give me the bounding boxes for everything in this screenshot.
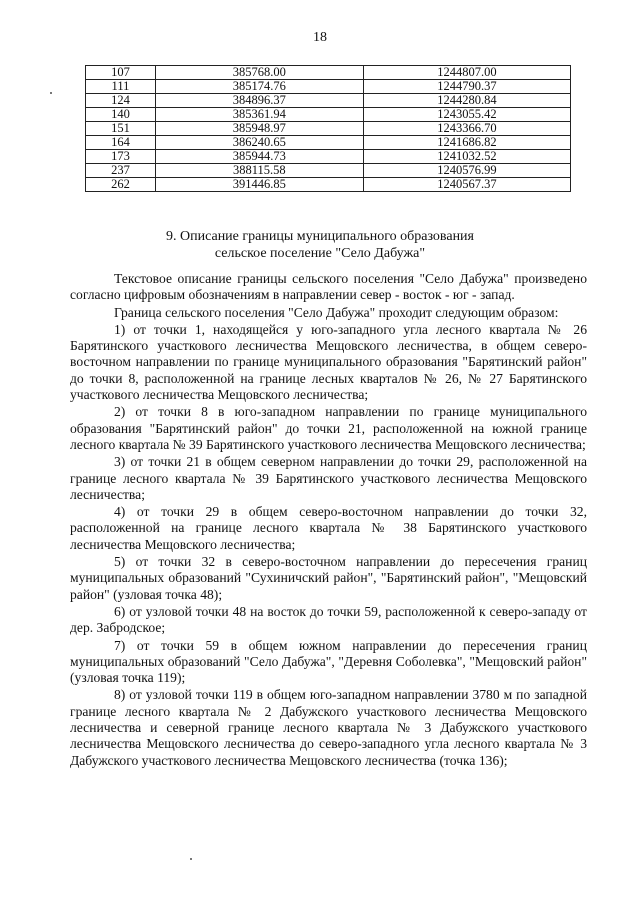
table-row bbox=[86, 136, 571, 150]
x-coordinate-cell: 384896.37 bbox=[155, 94, 363, 108]
page-number: 18 bbox=[313, 30, 327, 45]
point-number-cell: 173 bbox=[86, 150, 156, 164]
x-coordinate-cell: 388115.58 bbox=[155, 164, 363, 178]
y-coordinate-cell: 1244807.00 bbox=[363, 66, 570, 80]
point-number-cell: 151 bbox=[86, 122, 156, 136]
y-coordinate-cell: 1240567.37 bbox=[363, 178, 570, 192]
y-coordinate-cell: 1241686.82 bbox=[363, 136, 570, 150]
point-number-cell: 237 bbox=[86, 164, 156, 178]
boundary-item-7: 7) от точки 59 в общем южном направлении до пересечения границ муниципальных образований "Село Дабужа", "Деревня Соболевка", "Мещовский район" (узловая точка 119); bbox=[70, 637, 587, 686]
table-row bbox=[86, 80, 571, 94]
scan-speck bbox=[190, 858, 192, 860]
boundary-item-8: 8) от узловой точки 119 в общем юго-западном направлении 3780 м по западной границе лесного квартала № 2 Дабужского участкового лесничества Мещовского лесничества и северной границе лесного квартала № 3 Дабужского участкового лесничества Мещовского лесничества до северо-западного угла лесного квартала № 3 Дабужского участкового лесничества Мещовского лесничества (точка 136); bbox=[70, 687, 587, 768]
section-title-line-2: сельское поселение "Село Дабужа" bbox=[214, 246, 426, 261]
point-number-cell: 140 bbox=[86, 108, 156, 122]
boundary-item-3: 3) от точки 21 в общем северном направлении до точки 29, расположенной на границе лесного квартала № 39 Барятинского участкового лесничества Мещовского лесничества; bbox=[70, 454, 587, 502]
x-coordinate-cell: 385174.76 bbox=[155, 80, 363, 94]
intro-paragraph: Текстовое описание границы сельского поселения "Село Дабужа" произведено согласно цифровым обозначениям в направлении север - восток - юг - запад. bbox=[70, 271, 587, 303]
boundary-item-5: 5) от точки 32 в северо-восточном направлении до пересечения границ муниципальных образований "Сухиничский район", "Барятинский район", "Мещовский район" (узловая точка 48); bbox=[70, 554, 587, 602]
x-coordinate-cell: 385944.73 bbox=[155, 150, 363, 164]
y-coordinate-cell: 1241032.52 bbox=[363, 150, 570, 164]
y-coordinate-cell: 1244790.37 bbox=[363, 80, 570, 94]
table-row bbox=[86, 122, 571, 136]
table-row bbox=[86, 66, 571, 80]
boundary-item-6: 6) от узловой точки 48 на восток до точки 59, расположенной к северо-западу от дер. Забродское; bbox=[70, 603, 587, 636]
section-title bbox=[0, 228, 640, 262]
boundary-item-4: 4) от точки 29 в общем северо-восточном направлении до точки 32, расположенной на границе лесного квартала № 38 Барятинского участкового лесничества Мещовского лесничества; bbox=[70, 504, 587, 552]
table-row bbox=[86, 108, 571, 122]
y-coordinate-cell: 1243366.70 bbox=[363, 122, 570, 136]
x-coordinate-cell: 386240.65 bbox=[155, 136, 363, 150]
y-coordinate-cell: 1243055.42 bbox=[363, 108, 570, 122]
y-coordinate-cell: 1244280.84 bbox=[363, 94, 570, 108]
boundary-lead-paragraph: Граница сельского поселения "Село Дабужа" проходит следующим образом: bbox=[114, 304, 559, 320]
section-title-line-1: 9. Описание границы муниципального образования bbox=[166, 229, 474, 244]
table-row bbox=[86, 178, 571, 192]
point-number-cell: 262 bbox=[86, 178, 156, 192]
point-number-cell: 111 bbox=[86, 80, 156, 94]
coordinates-table-body bbox=[86, 66, 571, 192]
table-row bbox=[86, 164, 571, 178]
point-number-cell: 124 bbox=[86, 94, 156, 108]
boundary-description bbox=[70, 271, 587, 769]
point-number-cell: 164 bbox=[86, 136, 156, 150]
table-row bbox=[86, 94, 571, 108]
y-coordinate-cell: 1240576.99 bbox=[363, 164, 570, 178]
coordinates-table bbox=[85, 65, 571, 192]
x-coordinate-cell: 385361.94 bbox=[155, 108, 363, 122]
boundary-item-2: 2) от точки 8 в юго-западном направлении по границе муниципального образования "Барятинский район" до точки 21, расположенной на южной границе лесного квартала № 39 Барятинского участкового лесничества Мещовского лесничества; bbox=[70, 404, 587, 452]
x-coordinate-cell: 385948.97 bbox=[155, 122, 363, 136]
point-number-cell: 107 bbox=[86, 66, 156, 80]
scan-speck bbox=[50, 92, 52, 94]
x-coordinate-cell: 391446.85 bbox=[155, 178, 363, 192]
boundary-item-1: 1) от точки 1, находящейся у юго-западного угла лесного квартала № 26 Барятинского участкового лесничества Мещовского лесничества, в общем северо-восточном направлении по границе муниципального образования "Барятинский район" до точки 8, расположенной на границе лесных кварталов № 26, № 27 Барятинского участкового лесничества Мещовского лесничества; bbox=[70, 321, 587, 403]
table-row bbox=[86, 150, 571, 164]
x-coordinate-cell: 385768.00 bbox=[155, 66, 363, 80]
